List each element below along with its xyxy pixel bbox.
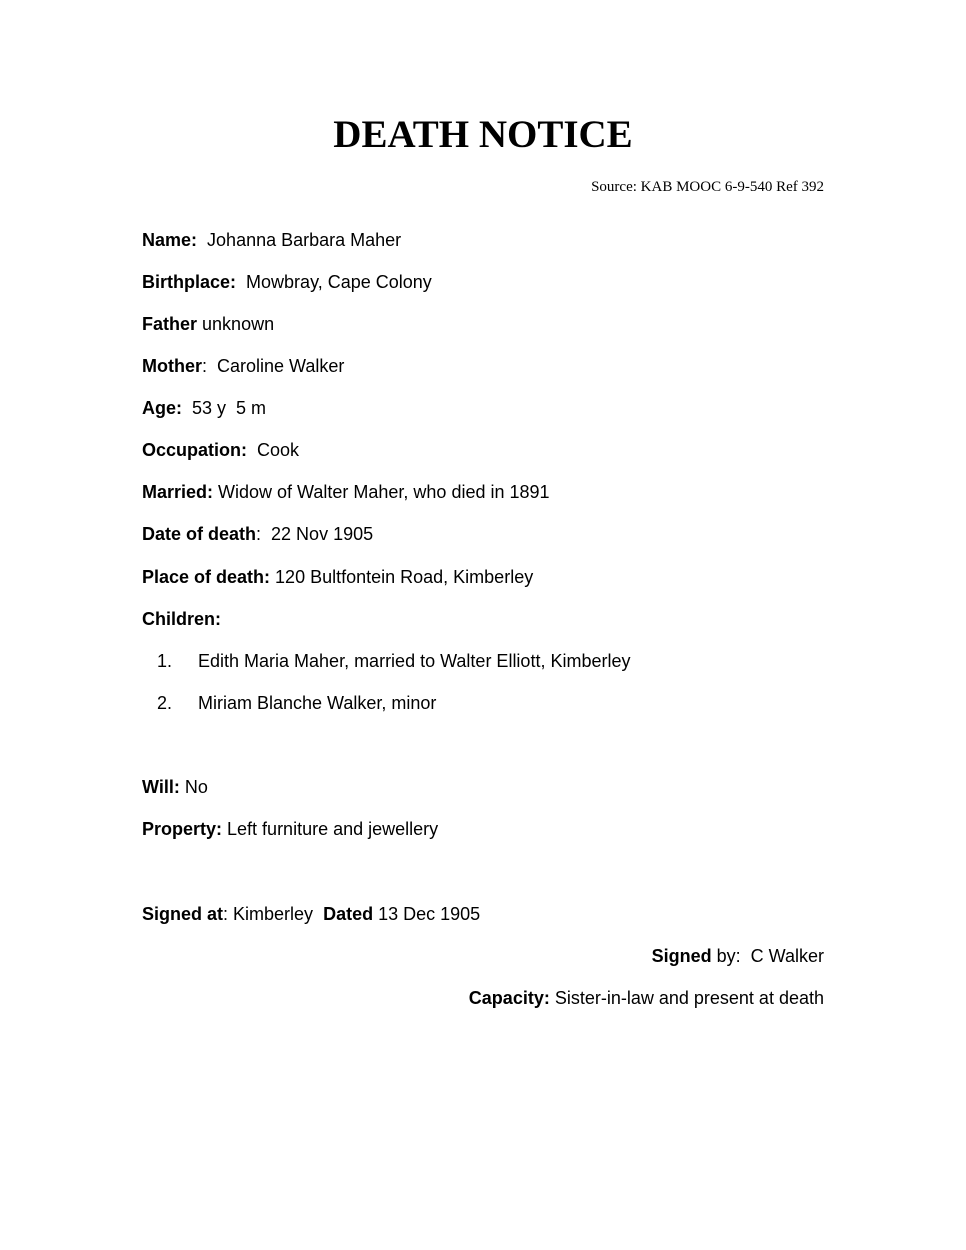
source-reference: Source: KAB MOOC 6-9-540 Ref 392: [591, 179, 824, 195]
list-item-text: Miriam Blanche Walker, minor: [198, 693, 437, 713]
signed-at-value: Kimberley: [233, 904, 314, 924]
list-item: [150, 650, 850, 672]
field-label: Occupation:: [142, 440, 248, 460]
capacity-value: Sister-in-law and present at death: [554, 988, 824, 1008]
capacity-line: [469, 987, 824, 1009]
field-separator: [182, 398, 192, 418]
field-separator: [247, 440, 257, 460]
field-value: Left furniture and jewellery: [227, 819, 439, 839]
field-name: [142, 229, 401, 251]
field-property: [142, 818, 438, 840]
list-item-text: Edith Maria Maher, married to Walter Elliott, Kimberley: [198, 651, 631, 671]
signed-at-line: [142, 903, 480, 925]
signed-by-suffix: by:: [711, 946, 751, 966]
field-mother: [142, 355, 344, 377]
signed-by-line: [652, 945, 824, 967]
field-separator: [197, 230, 207, 250]
field-label: Mother: [142, 356, 202, 376]
field-label: Name:: [142, 230, 198, 250]
field-label: Father: [142, 314, 198, 334]
field-will: [142, 776, 208, 798]
field-label: Children:: [142, 609, 221, 629]
field-value: Caroline Walker: [217, 356, 345, 376]
field-label: Birthplace:: [142, 272, 237, 292]
field-label: Will:: [142, 777, 180, 797]
signed-at-label: Signed at: [142, 904, 224, 924]
field-age: [142, 397, 266, 419]
field-value: Mowbray, Cape Colony: [246, 272, 432, 292]
dated-label: Dated: [323, 904, 374, 924]
list-item-number: 2.: [156, 693, 172, 713]
field-value: Johanna Barbara Maher: [207, 230, 402, 250]
field-birthplace: [142, 271, 432, 293]
field-value: 53 y 5 m: [192, 398, 267, 418]
field-value: Widow of Walter Maher, who died in 1891: [218, 482, 550, 502]
field-father: [142, 313, 274, 335]
field-separator: [236, 272, 246, 292]
capacity-label: Capacity:: [468, 988, 550, 1008]
field-place-of-death: [142, 566, 533, 588]
field-separator: :: [223, 904, 234, 924]
field-value: 22 Nov 1905: [271, 524, 374, 544]
field-value: Cook: [257, 440, 300, 460]
field-separator: :: [202, 356, 218, 376]
signed-by-value: C Walker: [750, 946, 824, 966]
list-item-number: 1.: [156, 651, 172, 671]
field-value: 120 Bultfontein Road, Kimberley: [275, 567, 534, 587]
field-label: Place of death:: [142, 567, 271, 587]
field-value: No: [184, 777, 208, 797]
document-title: DEATH NOTICE: [333, 113, 633, 156]
field-date-of-death: [142, 523, 373, 545]
signed-by-label: Signed: [651, 946, 712, 966]
field-separator: :: [256, 524, 272, 544]
list-item: [150, 692, 850, 714]
spacer: [313, 904, 323, 924]
field-label: Date of death: [142, 524, 257, 544]
field-married: [142, 481, 550, 503]
field-value: unknown: [202, 314, 275, 334]
field-occupation: [142, 439, 299, 461]
dated-value: 13 Dec 1905: [378, 904, 481, 924]
field-label: Property:: [142, 819, 223, 839]
field-label: Married:: [142, 482, 214, 502]
field-children: [142, 608, 221, 630]
field-label: Age:: [142, 398, 182, 418]
